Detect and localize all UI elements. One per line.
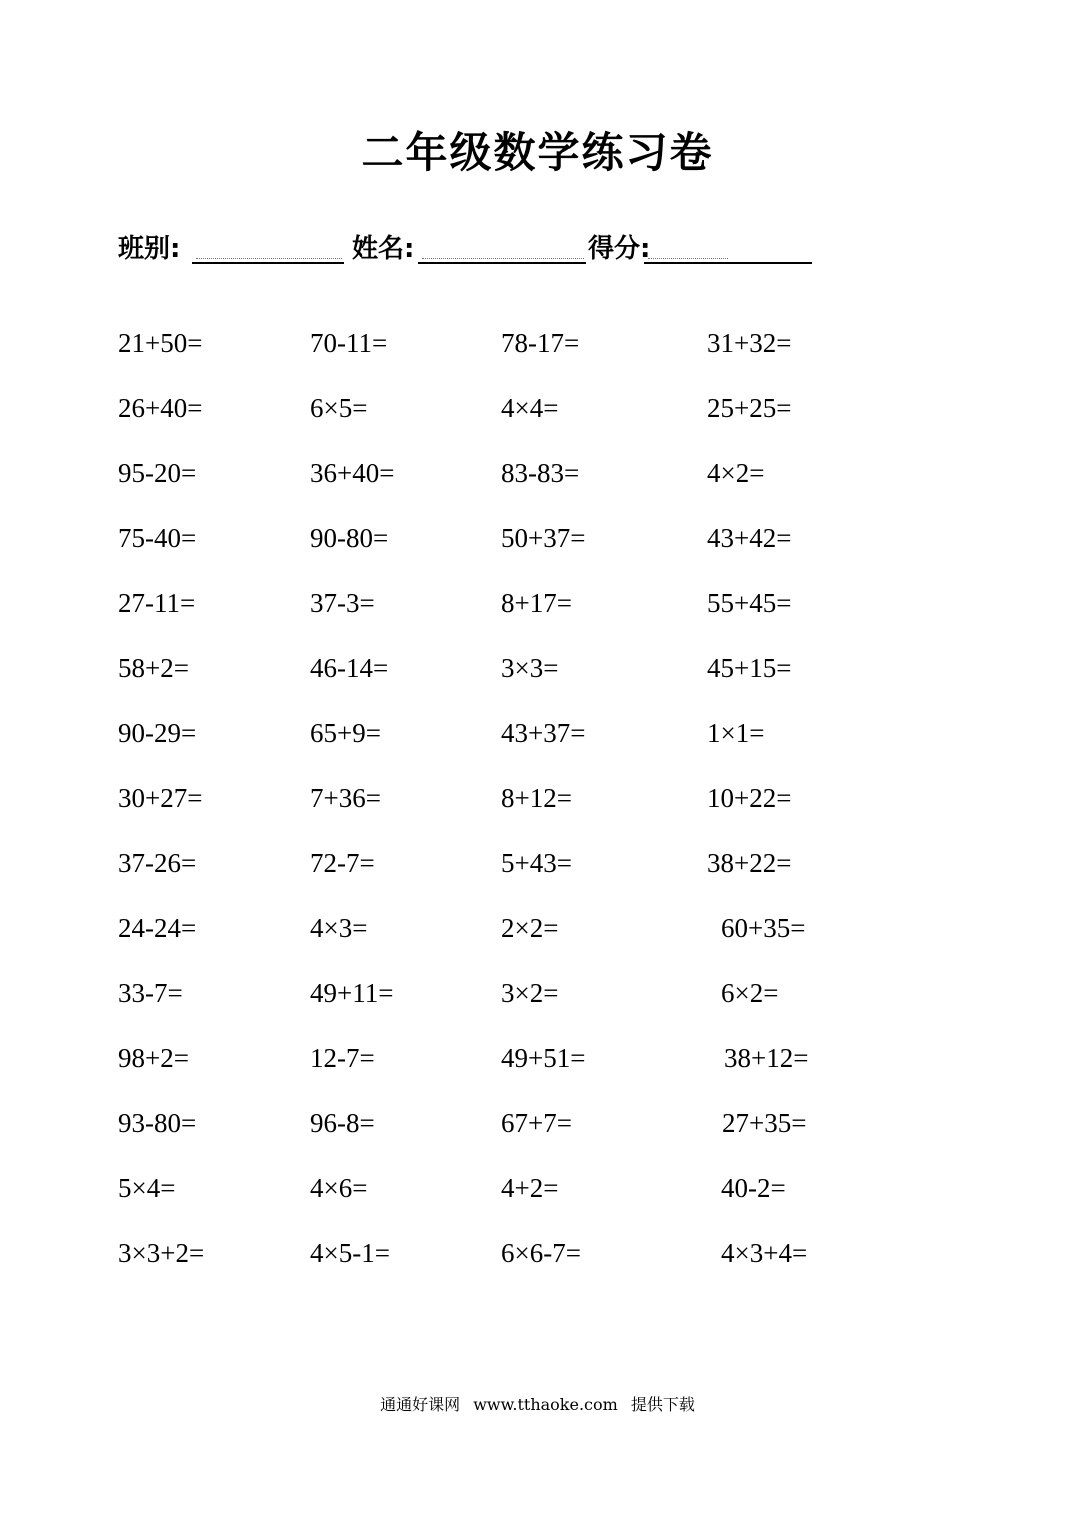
problem-r15-c4: 4×3+4= xyxy=(721,1238,808,1268)
problem-r14-c4: 40-2= xyxy=(721,1173,786,1203)
problem-r10-c3: 2×2= xyxy=(501,913,559,943)
problem-r6-c1: 58+2= xyxy=(118,653,189,683)
problem-r5-c3: 8+17= xyxy=(501,588,572,618)
problem-r6-c2: 46-14= xyxy=(310,653,389,683)
footer-suffix: 提供下载 xyxy=(630,1395,695,1414)
problem-r12-c1: 98+2= xyxy=(118,1043,189,1073)
problem-r10-c4: 60+35= xyxy=(721,913,806,943)
class-blank[interactable] xyxy=(192,262,344,264)
problem-r6-c3: 3×3= xyxy=(501,653,559,683)
problem-r8-c3: 8+12= xyxy=(501,783,572,813)
problem-r2-c4: 25+25= xyxy=(707,393,792,423)
problem-r11-c2: 49+11= xyxy=(310,978,394,1008)
score-blank-dots xyxy=(648,258,728,259)
problem-r14-c2: 4×6= xyxy=(310,1173,368,1203)
problem-r6-c4: 45+15= xyxy=(707,653,792,683)
problem-r15-c1: 3×3+2= xyxy=(118,1238,205,1268)
problem-r11-c1: 33-7= xyxy=(118,978,183,1008)
footer xyxy=(0,1392,1075,1415)
problem-r9-c3: 5+43= xyxy=(501,848,572,878)
problem-r4-c4: 43+42= xyxy=(707,523,792,553)
class-label: 班别: xyxy=(118,234,181,264)
problem-r1-c2: 70-11= xyxy=(310,328,388,358)
problem-r5-c2: 37-3= xyxy=(310,588,375,618)
problem-r15-c2: 4×5-1= xyxy=(310,1238,390,1268)
problem-r1-c3: 78-17= xyxy=(501,328,580,358)
problem-r3-c1: 95-20= xyxy=(118,458,197,488)
footer-site-name: 通通好课网 xyxy=(380,1395,461,1414)
problem-r12-c2: 12-7= xyxy=(310,1043,375,1073)
class-blank-dots xyxy=(196,258,342,259)
problem-r15-c3: 6×6-7= xyxy=(501,1238,581,1268)
name-blank-dots xyxy=(422,258,584,259)
problem-r10-c2: 4×3= xyxy=(310,913,368,943)
problem-r3-c3: 83-83= xyxy=(501,458,580,488)
problem-r7-c1: 90-29= xyxy=(118,718,197,748)
page-title: 二年级数学练习卷 xyxy=(361,128,714,177)
problem-r1-c4: 31+32= xyxy=(707,328,792,358)
problem-r4-c1: 75-40= xyxy=(118,523,197,553)
name-blank[interactable] xyxy=(418,262,586,264)
problem-r9-c2: 72-7= xyxy=(310,848,375,878)
problem-r13-c4: 27+35= xyxy=(722,1108,807,1138)
problem-r13-c3: 67+7= xyxy=(501,1108,572,1138)
problem-r4-c2: 90-80= xyxy=(310,523,389,553)
problem-r3-c4: 4×2= xyxy=(707,458,765,488)
score-label: 得分: xyxy=(588,234,651,264)
problem-r14-c3: 4+2= xyxy=(501,1173,559,1203)
problem-r7-c3: 43+37= xyxy=(501,718,586,748)
problem-r10-c1: 24-24= xyxy=(118,913,197,943)
problem-r9-c4: 38+22= xyxy=(707,848,792,878)
problem-r13-c1: 93-80= xyxy=(118,1108,197,1138)
name-label: 姓名: xyxy=(352,234,415,264)
problem-r7-c4: 1×1= xyxy=(707,718,765,748)
problem-r8-c2: 7+36= xyxy=(310,783,381,813)
problem-r1-c1: 21+50= xyxy=(118,328,203,358)
problem-r14-c1: 5×4= xyxy=(118,1173,176,1203)
problem-r4-c3: 50+37= xyxy=(501,523,586,553)
problem-r11-c3: 3×2= xyxy=(501,978,559,1008)
problem-r12-c4: 38+12= xyxy=(724,1043,809,1073)
problem-r2-c1: 26+40= xyxy=(118,393,203,423)
problem-r8-c4: 10+22= xyxy=(707,783,792,813)
problem-r11-c4: 6×2= xyxy=(721,978,779,1008)
problem-r12-c3: 49+51= xyxy=(501,1043,586,1073)
footer-url[interactable]: www.tthaoke.com xyxy=(473,1395,618,1414)
problem-r8-c1: 30+27= xyxy=(118,783,203,813)
problem-r5-c1: 27-11= xyxy=(118,588,196,618)
problem-r2-c2: 6×5= xyxy=(310,393,368,423)
score-blank[interactable] xyxy=(644,262,812,264)
problem-r5-c4: 55+45= xyxy=(707,588,792,618)
problem-r2-c3: 4×4= xyxy=(501,393,559,423)
problem-r9-c1: 37-26= xyxy=(118,848,197,878)
problem-r3-c2: 36+40= xyxy=(310,458,395,488)
problem-r13-c2: 96-8= xyxy=(310,1108,375,1138)
problem-r7-c2: 65+9= xyxy=(310,718,381,748)
